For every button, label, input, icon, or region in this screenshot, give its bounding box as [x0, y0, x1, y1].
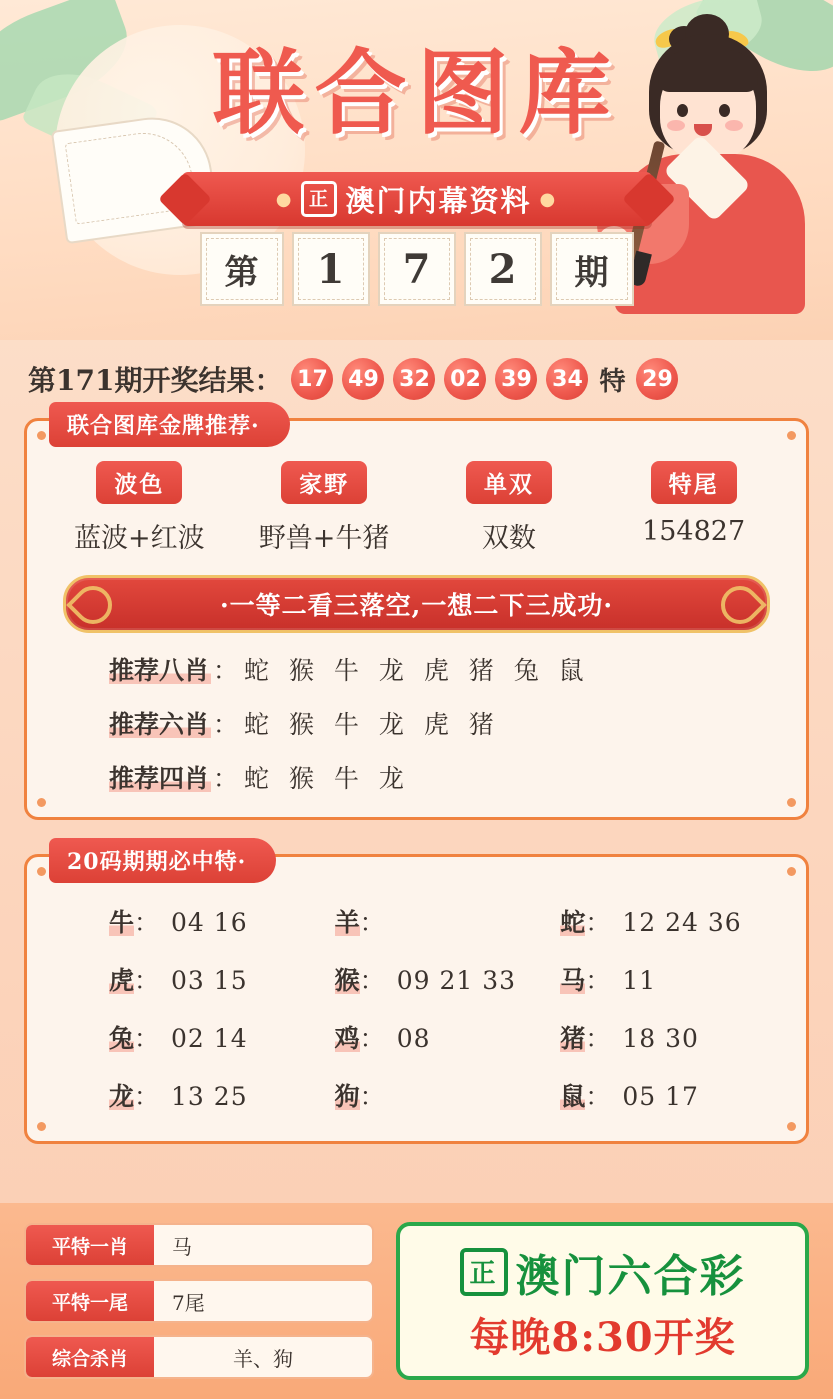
zodiac-name: 蛇: [560, 903, 585, 939]
zodiac-name: 鸡: [335, 1019, 360, 1055]
zodiac-code-item: [335, 1019, 561, 1055]
footer-row-key: 平特一尾: [26, 1281, 154, 1321]
category-value: 154827: [642, 516, 746, 547]
zodiac-name: 龙: [109, 1077, 134, 1113]
result-ball: 32: [393, 358, 435, 400]
issue-digit-text: 7: [402, 245, 431, 293]
zodiac-name: 兔: [109, 1019, 134, 1055]
promo-title: 澳门六合彩: [515, 1250, 746, 1302]
footer-row: [24, 1279, 374, 1323]
screw-icon: [787, 1122, 796, 1131]
result-ball: 39: [495, 358, 537, 400]
issue-digit-cell: [378, 232, 456, 306]
screw-icon: [37, 1122, 46, 1131]
zodiac-numbers: 05 17: [622, 1082, 699, 1111]
screw-icon: [37, 798, 46, 807]
issue-number-row: [200, 232, 634, 306]
zodiac-code-item: [335, 961, 561, 997]
subtitle-ribbon: [182, 172, 652, 226]
zodiac-colon: ：: [585, 966, 611, 995]
draw-result-row: [0, 340, 833, 410]
zodiac-colon: ：: [359, 1024, 385, 1053]
zodiac-numbers: 12 24 36: [622, 908, 742, 937]
issue-suffix-text: 期: [574, 252, 609, 293]
zodiac-numbers: 02 14: [171, 1024, 248, 1053]
zodiac-colon: ：: [585, 908, 611, 937]
zodiac-name: 鼠: [560, 1077, 585, 1113]
zodiac-numbers: 04 16: [171, 908, 248, 937]
screw-icon: [37, 431, 46, 440]
zodiac-colon: ：: [585, 1082, 611, 1111]
footer-row: [24, 1335, 374, 1379]
recommendation-row: [109, 759, 786, 795]
promo-line-2: 每晚8:30开奖: [469, 1313, 736, 1361]
zodiac-code-item: [560, 903, 786, 939]
zodiac-colon: ：: [134, 1082, 160, 1111]
zodiac-code-item: [335, 903, 561, 939]
recommendation-row: [109, 705, 786, 741]
zodiac-colon: ：: [359, 966, 385, 995]
issue-digit-cell: [464, 232, 542, 306]
category-badge: 波色: [96, 461, 182, 504]
category-badge: 单双: [466, 461, 552, 504]
zodiac-code-item: [560, 961, 786, 997]
result-ball: 17: [291, 358, 333, 400]
recommendation-value: 蛇 猴 牛 龙 虎 猪 兔 鼠: [244, 656, 590, 685]
screw-icon: [37, 867, 46, 876]
footer-row-key: 平特一肖: [26, 1225, 154, 1265]
footer-row-value: 羊、狗: [233, 1346, 293, 1371]
zodiac-name: 狗: [335, 1077, 360, 1113]
zheng-badge-icon: 正: [460, 1248, 508, 1296]
zodiac-numbers: 09 21 33: [396, 966, 517, 995]
category-value: 双数: [481, 523, 536, 554]
screw-icon: [787, 867, 796, 876]
issue-digit-text: 1: [316, 245, 345, 293]
category-value: 野兽+牛猪: [258, 523, 390, 554]
zodiac-name: 牛: [109, 903, 134, 939]
zodiac-code-item: [109, 1019, 335, 1055]
result-ball: 34: [546, 358, 588, 400]
zodiac-numbers: 11: [622, 966, 657, 995]
recommendation-colon: ：: [213, 656, 239, 685]
special-ball-label: 特: [599, 366, 626, 397]
footer-row: [24, 1223, 374, 1267]
poster-footer: [0, 1203, 833, 1399]
draw-result-label: 第171期开奖结果：: [28, 364, 283, 397]
zodiac-colon: ：: [134, 966, 160, 995]
result-ball: 49: [342, 358, 384, 400]
issue-prefix-text: 第: [224, 252, 259, 293]
special-ball: 29: [636, 358, 678, 400]
dot-separator-icon: ●: [539, 188, 558, 210]
zodiac-numbers: 18 30: [622, 1024, 699, 1053]
recommendation-colon: ：: [213, 764, 239, 793]
zodiac-code-grid: [47, 903, 786, 1113]
zodiac-colon: ：: [359, 908, 385, 937]
zheng-badge-icon: 正: [301, 181, 337, 217]
gold-recommendation-panel: [24, 413, 809, 820]
footer-row-value: 马: [172, 1234, 192, 1259]
footer-row-key: 综合杀肖: [26, 1337, 154, 1377]
recommendation-key: 推荐四肖: [109, 759, 211, 795]
zodiac-code-item: [560, 1077, 786, 1113]
screw-icon: [787, 798, 796, 807]
category-item: [232, 461, 417, 555]
recommendation-value: 蛇 猴 牛 龙: [244, 764, 410, 793]
zodiac-code-item: [560, 1019, 786, 1055]
recommendation-row: [109, 651, 786, 687]
promo-box: [396, 1222, 809, 1380]
category-item: [601, 461, 786, 547]
zodiac-name: 猪: [560, 1019, 585, 1055]
zodiac-numbers: 03 15: [171, 966, 248, 995]
category-item: [417, 461, 602, 555]
slogan-banner: [63, 575, 770, 633]
zodiac-code-item: [109, 1077, 335, 1113]
twenty-code-panel-tag: 20码期期必中特·: [49, 838, 276, 883]
zodiac-code-item: [109, 961, 335, 997]
twenty-code-panel: [24, 849, 809, 1144]
zodiac-name: 猴: [335, 961, 360, 997]
issue-digit-cell: [292, 232, 370, 306]
zodiac-numbers: 08: [396, 1024, 431, 1053]
swirl-decoration-icon: [713, 578, 767, 632]
zodiac-name: 虎: [109, 961, 134, 997]
category-badge: 家野: [281, 461, 367, 504]
zodiac-colon: ：: [134, 1024, 160, 1053]
zodiac-colon: ：: [134, 908, 160, 937]
recommendation-key: 推荐六肖: [109, 705, 211, 741]
recommendation-value: 蛇 猴 牛 龙 虎 猪: [244, 710, 500, 739]
footer-rows: [24, 1223, 374, 1379]
zodiac-name: 马: [560, 961, 585, 997]
issue-prefix-cell: [200, 232, 284, 306]
recommendation-colon: ：: [213, 710, 239, 739]
screw-icon: [787, 431, 796, 440]
zodiac-code-item: [335, 1077, 561, 1113]
zodiac-name: 羊: [335, 903, 360, 939]
subtitle-text: 澳门内幕资料: [345, 183, 532, 218]
zodiac-numbers: 13 25: [171, 1082, 248, 1111]
poster-header: [0, 0, 833, 340]
zodiac-colon: ：: [359, 1082, 385, 1111]
category-item: [47, 461, 232, 555]
issue-suffix-cell: [550, 232, 634, 306]
gold-panel-tag: 联合图库金牌推荐·: [49, 402, 290, 447]
category-badge: 特尾: [651, 461, 737, 504]
result-ball: 02: [444, 358, 486, 400]
issue-digit-text: 2: [488, 245, 517, 293]
recommendation-key: 推荐八肖: [109, 651, 211, 687]
slogan-text: ·一等二看三落空,一想二下三成功·: [219, 591, 614, 620]
category-row: [47, 461, 786, 555]
swirl-decoration-icon: [66, 578, 120, 632]
category-value: 蓝波+红波: [74, 523, 205, 554]
page-title: 联合图库: [212, 39, 621, 147]
dot-separator-icon: ●: [275, 188, 294, 210]
footer-row-value: 7尾: [172, 1290, 205, 1315]
promo-line-1: [460, 1240, 746, 1304]
zodiac-code-item: [109, 903, 335, 939]
zodiac-colon: ：: [585, 1024, 611, 1053]
